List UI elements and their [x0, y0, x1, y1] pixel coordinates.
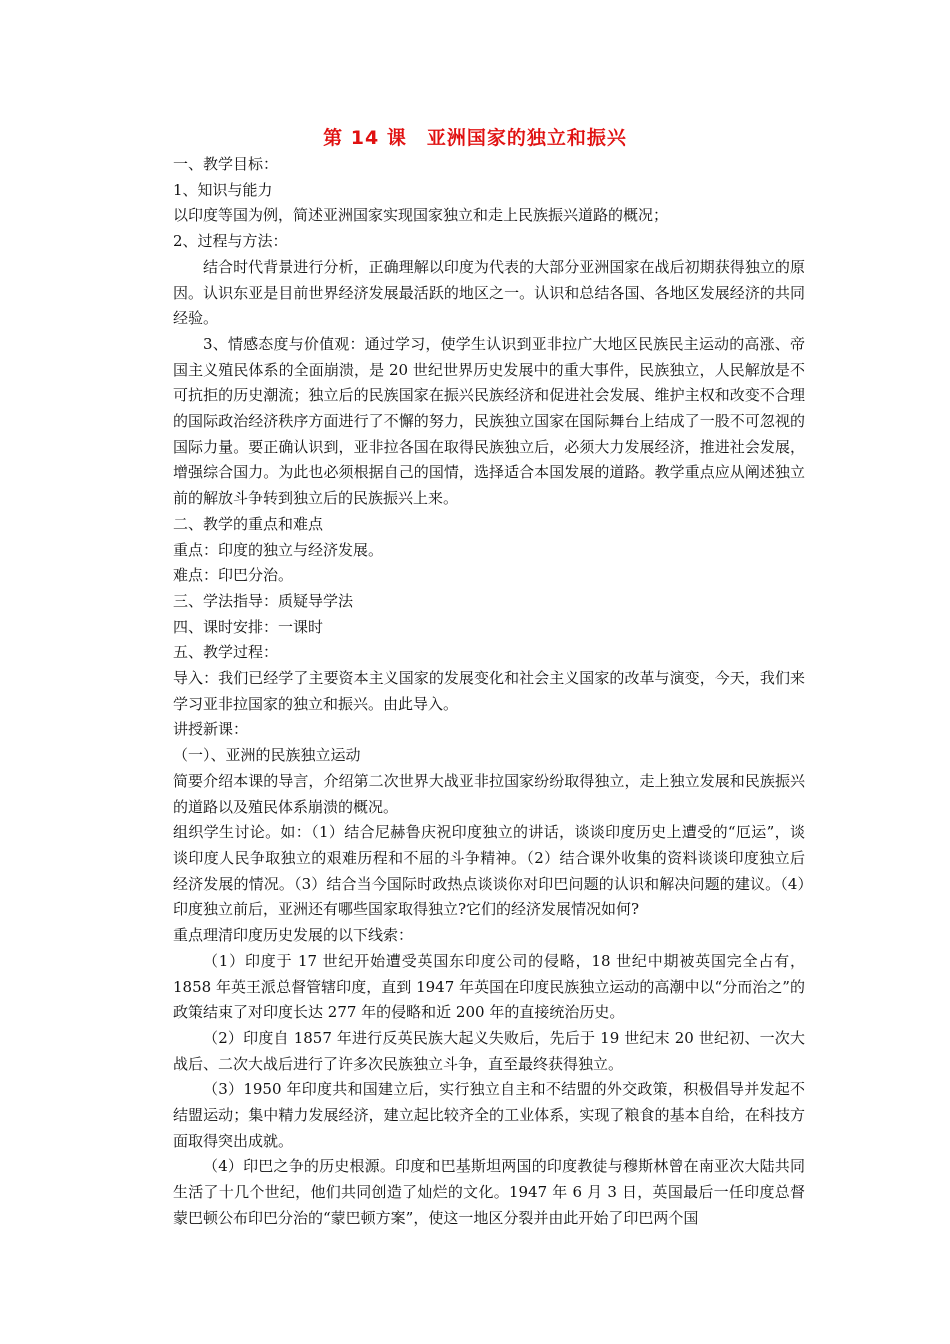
- document-body: [173, 152, 805, 1232]
- paragraph-clues-heading: 重点理清印度历史发展的以下线索：: [173, 926, 414, 945]
- subsection-heading-asia: （一）、亚洲的民族独立运动: [173, 746, 361, 765]
- section-heading-objectives: 一、教学目标：: [173, 155, 279, 173]
- section-heading-focus: 二、教学的重点和难点: [173, 514, 324, 533]
- clue-item-4: （4）印巴之争的历史根源。印度和巴基斯坦两国的印度教徒与穆斯林曾在南亚次大陆共同生活了十几个世纪，他们共同创造了灿烂的文化。1947 年 6 月 3 日，英国最后一任印度总督蒙巴顿公布印巴分治的“蒙巴顿方案”，使这一地区分裂并由此开始了印巴两个国: [173, 1157, 805, 1227]
- subheading-knowledge: 1、知识与能力: [173, 180, 273, 199]
- lesson-title: 第 14 课 亚洲国家的独立和振兴: [323, 127, 627, 149]
- paragraph-overview: 简要介绍本课的导言，介绍第二次世界大战亚非拉国家纷纷取得独立，走上独立发展和民族振兴的道路以及殖民体系崩溃的概况。: [173, 771, 805, 816]
- key-point: 重点：印度的独立与经济发展。: [173, 540, 384, 559]
- subheading-process: 2、过程与方法：: [173, 232, 288, 251]
- clue-item-3: （3）1950 年印度共和国建立后，实行独立自主和不结盟的外交政策，积极倡导并发起不结盟运动；集中精力发展经济，建立起比较齐全的工业体系，实现了粮食的基本自给，在科技方面取得突出成就。: [173, 1080, 805, 1150]
- difficult-point: 难点：印巴分治。: [173, 566, 294, 585]
- section-heading-process: 五、教学过程：: [173, 643, 279, 662]
- paragraph-values: 3、情感态度与价值观：通过学习，使学生认识到亚非拉广大地区民族民主运动的高涨、帝国主义殖民体系的全面崩溃，是 20 世纪世界历史发展中的重大事件，民族独立，人民解放是不可抗拒的历史潮流；独立后的民族国家在振兴民族经济和促进社会发展、维护主权和改变不合理的国际政治经济秩序方面进行了不懈的努力，民族独立国家在国际舞台上结成了一股不可忽视的国际力量。要正确认识到，亚非拉各国在取得民族独立后，必须大力发展经济，推进社会发展，增强综合国力。为此也必须根据自己的国情，选择适合本国发展的道路。教学重点应从阐述独立前的解放斗争转到独立后的民族振兴上来。: [173, 334, 805, 508]
- section-heading-new-lesson: 讲授新课：: [173, 720, 249, 739]
- paragraph-knowledge: 以印度等国为例，简述亚洲国家实现国家独立和走上民族振兴道路的概况；: [173, 206, 669, 225]
- paragraph-process: 结合时代背景进行分析，正确理解以印度为代表的大部分亚洲国家在战后初期获得独立的原因。认识东亚是目前世界经济发展最活跃的地区之一。认识和总结各国、各地区发展经济的共同经验。: [173, 257, 805, 328]
- paragraph-discussion: 组织学生讨论。如：（1）结合尼赫鲁庆祝印度独立的讲话，谈谈印度历史上遭受的“厄运”，谈谈印度人民争取独立的艰难历程和不屈的斗争精神。（2）结合课外收集的资料谈谈印度独立后经济发展的情况。（3）结合当今国际时政热点谈谈你对印巴问题的认识和解决问题的建议。（4）印度独立前后，亚洲还有哪些国家取得独立?它们的经济发展情况如何?: [173, 823, 805, 919]
- clue-item-2: （2）印度自 1857 年进行反英民族大起义失败后，先后于 19 世纪末 20 世纪初、一次大战后、二次大战后进行了许多次民族独立斗争，直至最终获得独立。: [173, 1028, 805, 1073]
- section-heading-schedule: 四、课时安排：一课时: [173, 617, 324, 636]
- clue-item-1: （1）印度于 17 世纪开始遭受英国东印度公司的侵略，18 世纪中期被英国完全占有，1858 年英王派总督管辖印度，直到 1947 年英国在印度民族独立运动的高潮中以“分而治之”的政策结束了对印度长达 277 年的侵略和近 200 年的直接统治历史。: [173, 951, 805, 1022]
- paragraph-intro: 导入：我们已经学了主要资本主义国家的发展变化和社会主义国家的改革与演变，今天，我们来学习亚非拉国家的独立和振兴。由此导入。: [173, 669, 805, 713]
- section-heading-method: 三、学法指导：质疑导学法: [173, 591, 354, 610]
